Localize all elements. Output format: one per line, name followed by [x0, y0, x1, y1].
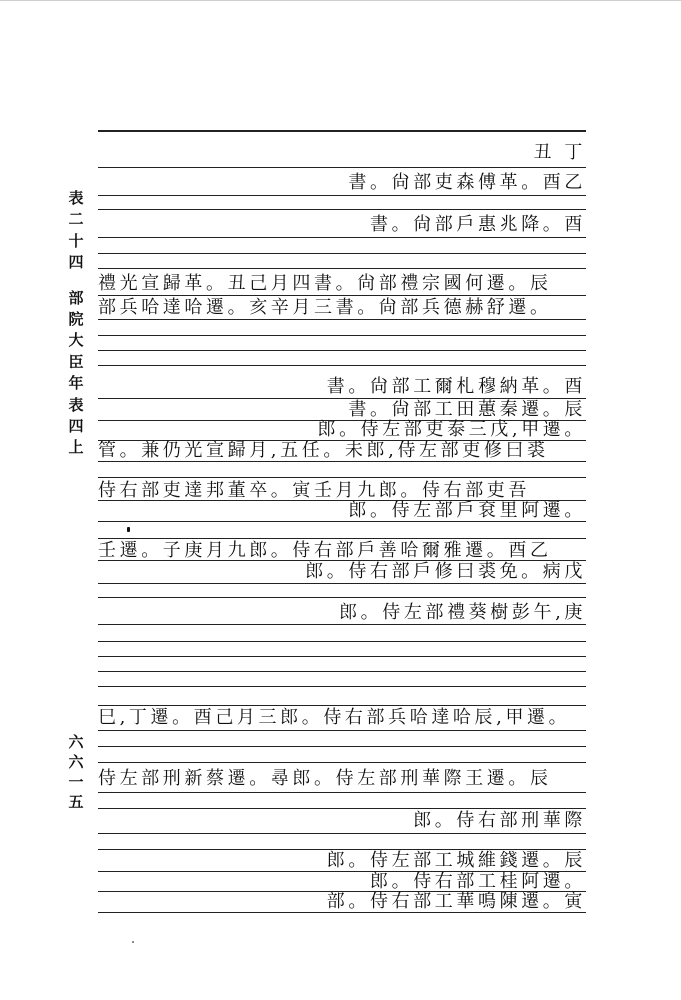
table-rule — [98, 195, 586, 196]
table-rule — [98, 686, 586, 687]
page-number-char: 五 — [68, 793, 84, 811]
side-title-char: 部 — [68, 288, 84, 307]
table-row: 部兵哈達哈遷。亥辛月三書。尙部兵德赫舒遷。 — [98, 297, 552, 318]
side-title-char: 四 — [68, 253, 84, 272]
table-rule — [98, 641, 586, 642]
table-rule — [98, 705, 586, 706]
table-row: 侍左部刑新蔡遷。尋郎。侍左部刑華際王遷。辰 — [98, 768, 552, 789]
table-rule — [98, 746, 586, 747]
table-rule — [98, 808, 586, 809]
side-title-char: 大 — [68, 331, 84, 350]
table-row: 書。尙部吏森傅革。酉乙 — [348, 172, 586, 193]
side-title-char: 年 — [68, 374, 84, 393]
table-row: 郎。侍左部吏泰三戊,甲遷。 — [317, 419, 586, 440]
table-rule — [98, 833, 586, 834]
table-rule — [98, 167, 586, 168]
table-rule — [98, 130, 586, 132]
table-rule — [98, 624, 586, 625]
page-number-char: 一 — [68, 773, 84, 791]
table-row: 郎。侍右部戶修曰裘免。病戊 — [305, 561, 586, 582]
side-title-char: 臣 — [68, 352, 84, 371]
table-rule — [98, 209, 586, 210]
table-rule — [98, 268, 586, 269]
side-title-char: 上 — [68, 438, 84, 457]
table-row: 書。尙部戶惠兆降。酉 — [370, 214, 586, 235]
table-row: 禮光宣歸革。丑己月四書。尙部禮宗國何遷。辰 — [98, 273, 552, 294]
table-rule — [98, 295, 586, 296]
table-rule — [98, 656, 586, 657]
side-title-char: 表 — [68, 395, 84, 414]
table-row: 部。侍右部工華鳴陳遷。寅 — [326, 891, 586, 912]
side-title-char: 院 — [68, 309, 84, 328]
table-row: 書。尙部工爾札穆納革。酉 — [326, 376, 586, 397]
side-title-char: 表 — [68, 189, 84, 207]
table-row: 郎。侍右部刑華際 — [413, 810, 586, 831]
page-top-edge — [0, 0, 681, 1]
table-rule — [98, 597, 586, 598]
page-number — [66, 735, 86, 815]
table-row: 丑 丁 — [533, 142, 586, 163]
ink-speck — [132, 941, 134, 943]
page-number-char: 六 — [68, 733, 84, 751]
table-rule — [98, 538, 586, 539]
table-row: 書。尙部工田蕙秦遷。辰 — [348, 399, 586, 420]
side-title-char: 二 — [68, 210, 84, 229]
table-rule — [98, 762, 586, 763]
side-title-char: 十 — [68, 231, 84, 250]
table-row: 侍右部吏達邦董卒。寅壬月九郎。侍右部吏吾 — [98, 480, 530, 501]
table-row: 巳,丁遷。酉己月三郎。侍右部兵哈達哈辰,甲遷。 — [98, 707, 571, 728]
table-rule — [98, 671, 586, 672]
side-title — [66, 191, 86, 462]
table-rule — [98, 350, 586, 351]
table-rule — [98, 237, 586, 238]
table-row: 管。兼仍光宣歸月,五任。未郎,侍左部吏修曰裘 — [98, 440, 549, 461]
table-row: 郎。侍左部工城維錢遷。辰 — [326, 850, 586, 871]
page-number-char: 六 — [68, 753, 84, 771]
table-rule — [98, 583, 586, 584]
table-rule — [98, 477, 586, 478]
table-row: 壬遷。子庚月九郎。侍右部戶善哈爾雅遷。酉乙 — [98, 540, 552, 561]
table-rule — [98, 253, 586, 254]
ink-mark — [127, 527, 130, 532]
table-rule — [98, 365, 586, 366]
table-rule — [98, 335, 586, 336]
table-row: 郎。侍左部禮葵樹彭午,庚 — [339, 602, 586, 623]
table-rule — [98, 730, 586, 731]
table-row: 郎。侍右部工桂阿遷。 — [370, 871, 586, 892]
side-title-char: 四 — [68, 416, 84, 435]
table-rule — [98, 792, 586, 793]
table-rule — [98, 319, 586, 320]
table-row: 郎。侍左部戶袞里阿遷。 — [348, 500, 586, 521]
